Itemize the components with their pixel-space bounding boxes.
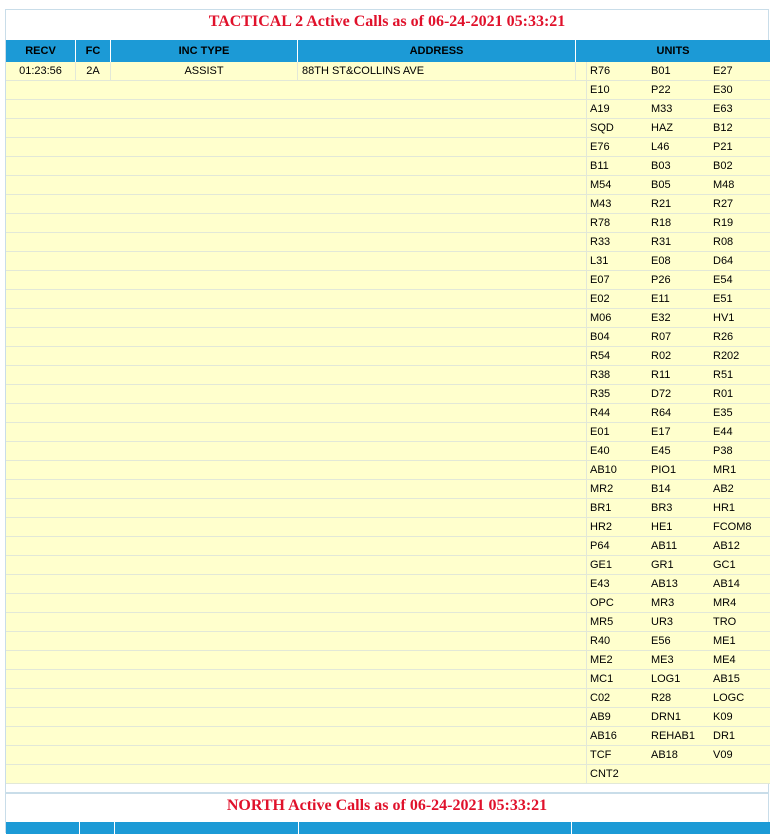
unit-cell: R31 bbox=[651, 236, 672, 248]
units-row bbox=[6, 233, 770, 252]
units-row bbox=[6, 613, 770, 632]
units-row bbox=[6, 119, 770, 138]
unit-cell: ME3 bbox=[651, 654, 674, 666]
unit-cell: E35 bbox=[713, 407, 733, 419]
unit-cell: B12 bbox=[713, 122, 733, 134]
unit-cell: HAZ bbox=[651, 122, 673, 134]
unit-cell: BR1 bbox=[586, 499, 646, 517]
unit-cell: TCF bbox=[586, 746, 646, 764]
unit-cell: AB11 bbox=[651, 540, 678, 552]
unit-cell: R21 bbox=[651, 198, 672, 210]
units-row bbox=[6, 765, 770, 784]
unit-cell: HV1 bbox=[713, 312, 735, 324]
units-row bbox=[6, 157, 770, 176]
unit-cell: AB2 bbox=[713, 483, 734, 495]
unit-cell: E43 bbox=[586, 575, 646, 593]
units-row bbox=[6, 385, 770, 404]
unit-cell: GE1 bbox=[586, 556, 646, 574]
unit-cell: R11 bbox=[651, 369, 671, 381]
panel-title: TACTICAL 2 Active Calls as of 06-24-2021 05:33:21 bbox=[208, 13, 566, 30]
unit-cell: M06 bbox=[586, 309, 646, 327]
units-row bbox=[6, 328, 770, 347]
units-row bbox=[6, 366, 770, 385]
unit-cell: REHAB1 bbox=[651, 730, 696, 742]
column-header-inc-type[interactable] bbox=[115, 822, 299, 834]
unit-cell: GR1 bbox=[651, 559, 674, 571]
unit-cell: M43 bbox=[586, 195, 646, 213]
units-row bbox=[6, 347, 770, 366]
unit-cell: P26 bbox=[651, 274, 671, 286]
unit-cell: AB9 bbox=[586, 708, 646, 726]
units-row bbox=[6, 575, 770, 594]
unit-cell: DR1 bbox=[713, 730, 736, 742]
unit-cell: D72 bbox=[651, 388, 672, 400]
unit-cell: R07 bbox=[651, 331, 672, 343]
unit-cell: AB10 bbox=[586, 461, 646, 479]
unit-cell: AB18 bbox=[651, 749, 678, 761]
unit-cell: R54 bbox=[586, 347, 646, 365]
unit-cell: E44 bbox=[713, 426, 733, 438]
unit-cell: E54 bbox=[713, 274, 733, 286]
table-header bbox=[6, 822, 770, 834]
units-row bbox=[6, 499, 770, 518]
units-row bbox=[6, 423, 770, 442]
unit-cell: E76 bbox=[586, 138, 646, 156]
units-row bbox=[6, 195, 770, 214]
unit-cell: R27 bbox=[713, 198, 734, 210]
unit-cell: MR3 bbox=[651, 597, 675, 609]
units-row bbox=[6, 81, 770, 100]
units-row bbox=[6, 632, 770, 651]
unit-cell: E56 bbox=[651, 635, 671, 647]
units-row bbox=[6, 727, 770, 746]
unit-cell: AB15 bbox=[713, 673, 740, 685]
unit-cell: MR4 bbox=[713, 597, 737, 609]
unit-cell: HE1 bbox=[651, 521, 673, 533]
unit-cell: E07 bbox=[586, 271, 646, 289]
unit-cell: E32 bbox=[651, 312, 671, 324]
unit-cell: HR2 bbox=[586, 518, 646, 536]
unit-cell: FCOM8 bbox=[713, 521, 752, 533]
unit-cell: D64 bbox=[713, 255, 734, 267]
tactical-2-panel bbox=[5, 9, 769, 793]
call-row[interactable] bbox=[6, 62, 770, 81]
units-row bbox=[6, 252, 770, 271]
unit-cell: AB13 bbox=[651, 578, 678, 590]
unit-cell: MR1 bbox=[713, 464, 737, 476]
units-row bbox=[6, 670, 770, 689]
unit-cell: E01 bbox=[586, 423, 646, 441]
units-row bbox=[6, 176, 770, 195]
unit-cell: SQD bbox=[586, 119, 646, 137]
unit-cell: R44 bbox=[586, 404, 646, 422]
unit-cell: R38 bbox=[586, 366, 646, 384]
unit-cell: L46 bbox=[651, 141, 670, 153]
unit-cell: P21 bbox=[713, 141, 733, 153]
call-address: 88TH ST&COLLINS AVE bbox=[298, 62, 576, 80]
unit-cell: E17 bbox=[651, 426, 671, 438]
units-row bbox=[6, 309, 770, 328]
unit-cell: E08 bbox=[651, 255, 671, 267]
call-recv-time: 01:23:56 bbox=[6, 62, 76, 80]
unit-cell: A19 bbox=[586, 100, 646, 118]
units-row bbox=[6, 651, 770, 670]
unit-cell: R51 bbox=[713, 369, 734, 381]
unit-cell: C02 bbox=[586, 689, 646, 707]
unit-cell: V09 bbox=[713, 749, 733, 761]
units-row bbox=[6, 594, 770, 613]
units-row bbox=[6, 442, 770, 461]
call-fc: 2A bbox=[76, 62, 111, 80]
unit-cell: MR5 bbox=[586, 613, 646, 631]
column-header-fc[interactable] bbox=[80, 822, 115, 834]
unit-cell: M33 bbox=[651, 103, 673, 115]
units-row bbox=[6, 689, 770, 708]
unit-cell: R19 bbox=[713, 217, 734, 229]
units-row bbox=[6, 518, 770, 537]
unit-cell: P64 bbox=[586, 537, 646, 555]
unit-cell: R33 bbox=[586, 233, 646, 251]
unit-cell: BR3 bbox=[651, 502, 673, 514]
panel-title: NORTH Active Calls as of 06-24-2021 05:33:21 bbox=[226, 797, 548, 814]
units-row bbox=[6, 100, 770, 119]
unit-cell bbox=[648, 765, 708, 783]
units-row bbox=[6, 214, 770, 233]
unit-cell: B03 bbox=[651, 160, 671, 172]
unit-cell: AB16 bbox=[586, 727, 646, 745]
unit-cell: HR1 bbox=[713, 502, 736, 514]
units-row bbox=[6, 404, 770, 423]
unit-cell: B11 bbox=[586, 157, 646, 175]
unit-cell: E51 bbox=[713, 293, 733, 305]
unit-cell: R202 bbox=[713, 350, 740, 362]
unit-cell: R01 bbox=[713, 388, 734, 400]
unit-cell: B04 bbox=[586, 328, 646, 346]
unit-cell: M54 bbox=[586, 176, 646, 194]
units-row bbox=[6, 138, 770, 157]
unit-cell: P38 bbox=[713, 445, 733, 457]
unit-cell: OPC bbox=[586, 594, 646, 612]
unit-cell: E30 bbox=[713, 84, 733, 96]
unit-cell: AB14 bbox=[713, 578, 740, 590]
column-header-fc[interactable]: FC bbox=[76, 40, 111, 62]
unit-cell: GC1 bbox=[713, 559, 736, 571]
unit-cell: ME4 bbox=[713, 654, 736, 666]
units-row bbox=[6, 556, 770, 575]
unit-cell: R26 bbox=[713, 331, 734, 343]
units-row bbox=[6, 537, 770, 556]
unit-cell: E27 bbox=[713, 65, 733, 77]
unit-cell: UR3 bbox=[651, 616, 674, 628]
unit-cell: R78 bbox=[586, 214, 646, 232]
unit-cell: R18 bbox=[651, 217, 672, 229]
unit-cell: R64 bbox=[651, 407, 672, 419]
unit-cell: R76 bbox=[586, 62, 646, 80]
unit-cell: MC1 bbox=[586, 670, 646, 688]
unit-cell: R28 bbox=[651, 692, 672, 704]
unit-cell: AB12 bbox=[713, 540, 740, 552]
units-row bbox=[6, 271, 770, 290]
unit-cell: DRN1 bbox=[651, 711, 681, 723]
column-header-inc-type[interactable]: INC TYPE bbox=[111, 40, 298, 62]
unit-cell: R40 bbox=[586, 632, 646, 650]
unit-cell: ME2 bbox=[586, 651, 646, 669]
units-row bbox=[6, 746, 770, 765]
units-row bbox=[6, 290, 770, 309]
unit-cell: PIO1 bbox=[651, 464, 677, 476]
unit-cell: E45 bbox=[651, 445, 671, 457]
unit-cell bbox=[710, 765, 770, 783]
unit-cell: R35 bbox=[586, 385, 646, 403]
unit-cell: P22 bbox=[651, 84, 671, 96]
unit-cell: CNT2 bbox=[586, 765, 646, 783]
column-header-address[interactable]: ADDRESS bbox=[298, 40, 576, 62]
unit-cell: R02 bbox=[651, 350, 672, 362]
unit-cell: B02 bbox=[713, 160, 733, 172]
units-row bbox=[6, 480, 770, 499]
column-header-recv[interactable] bbox=[6, 822, 80, 834]
unit-cell: LOG1 bbox=[651, 673, 681, 685]
unit-cell: LOGC bbox=[713, 692, 745, 704]
unit-cell: ME1 bbox=[713, 635, 736, 647]
north-panel bbox=[5, 793, 769, 833]
call-inc-type: ASSIST bbox=[111, 62, 298, 80]
unit-cell: E02 bbox=[586, 290, 646, 308]
unit-cell: B14 bbox=[651, 483, 671, 495]
table-header bbox=[6, 40, 770, 62]
unit-cell: B05 bbox=[651, 179, 671, 191]
unit-cell: L31 bbox=[586, 252, 646, 270]
unit-cell: TRO bbox=[713, 616, 737, 628]
unit-cell: R08 bbox=[713, 236, 734, 248]
unit-cell: B01 bbox=[651, 65, 671, 77]
column-header-units[interactable]: UNITS bbox=[576, 40, 770, 62]
column-header-address[interactable] bbox=[299, 822, 572, 834]
unit-cell: E63 bbox=[713, 103, 733, 115]
unit-cell: E10 bbox=[586, 81, 646, 99]
unit-cell: E11 bbox=[651, 293, 670, 305]
units-row bbox=[6, 461, 770, 480]
unit-cell: K09 bbox=[713, 711, 733, 723]
unit-cell: MR2 bbox=[586, 480, 646, 498]
column-header-recv[interactable]: RECV bbox=[6, 40, 76, 62]
unit-cell: E40 bbox=[586, 442, 646, 460]
units-row bbox=[6, 708, 770, 727]
column-header-units[interactable] bbox=[572, 822, 770, 834]
unit-cell: M48 bbox=[713, 179, 735, 191]
